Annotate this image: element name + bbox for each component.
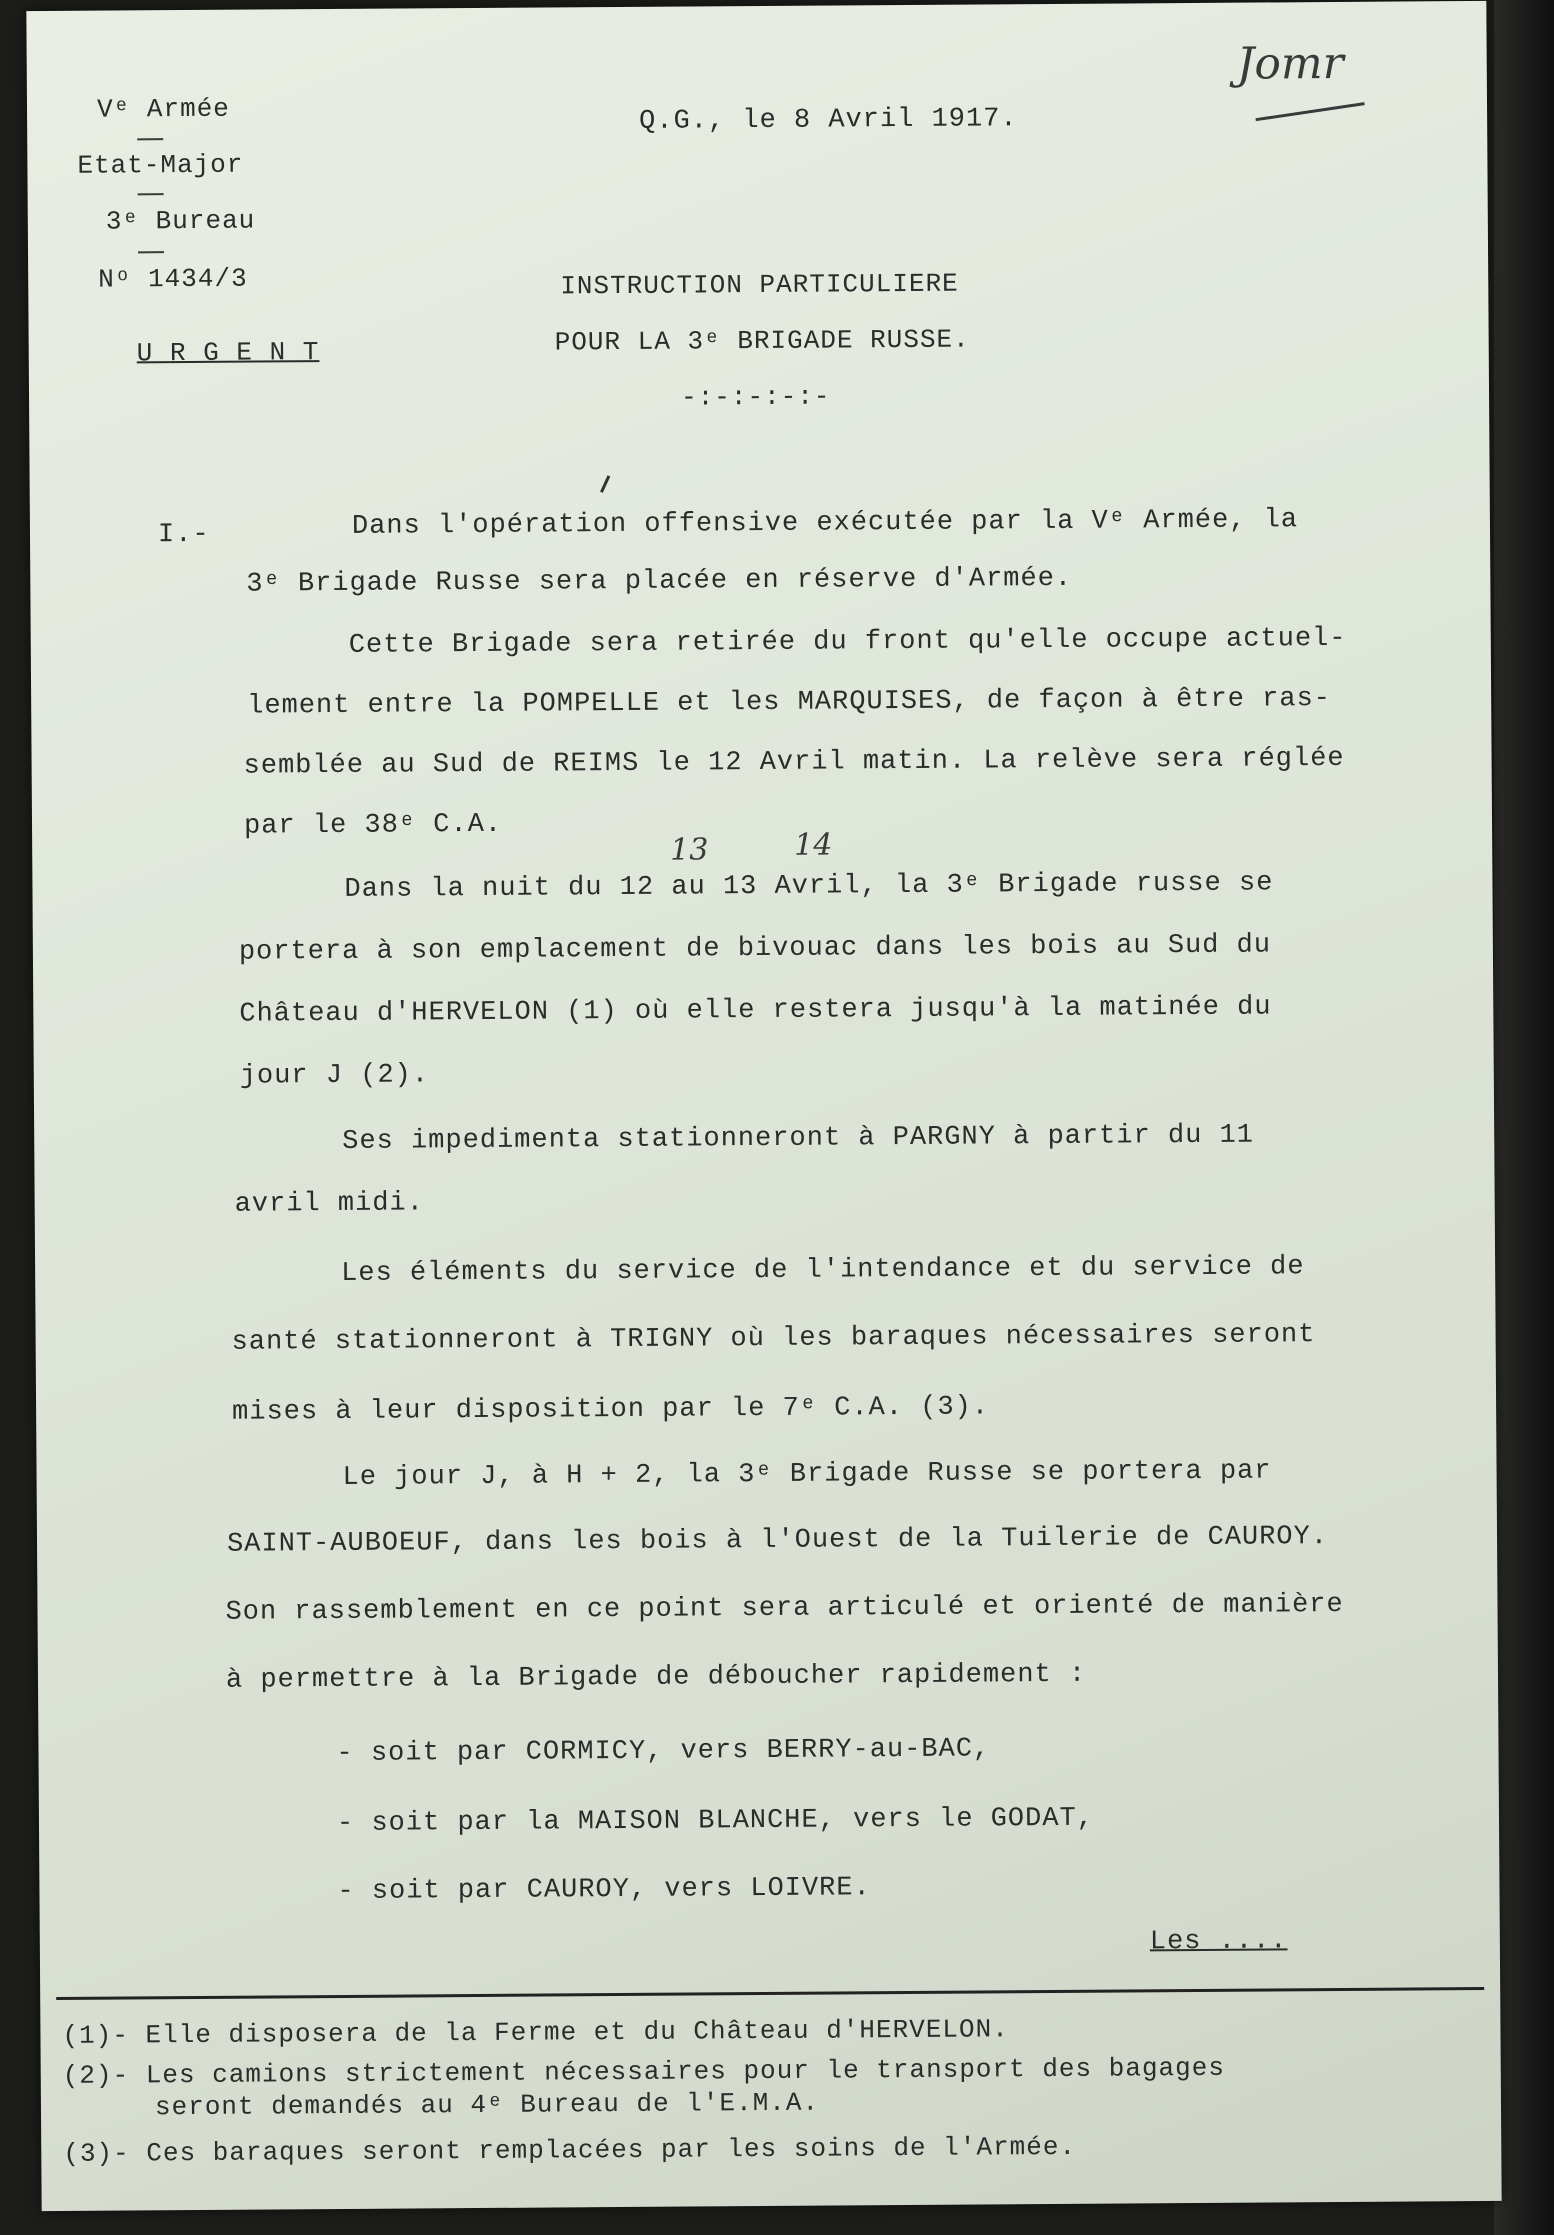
handwritten-correction-14: 14 xyxy=(794,827,833,863)
body-line: avril midi. xyxy=(234,1188,425,1220)
footnote-1: (1)- Elle disposera de la Ferme et du Château d'HERVELON. xyxy=(62,2014,1009,2051)
body-line: Les éléments du service de l'intendance et du service de xyxy=(341,1252,1305,1289)
footnote-3: (3)- Ces baraques seront remplacées par les soins de l'Armée. xyxy=(63,2131,1077,2169)
header-dash xyxy=(138,193,164,195)
body-line: par le 38ᵉ C.A. xyxy=(243,809,503,842)
body-line: Château d'HERVELON (1) où elle restera jusqu'à la matinée du xyxy=(239,992,1272,1030)
header-dash xyxy=(138,251,164,253)
body-line: Son rassemblement en ce point sera articulé et orienté de manière xyxy=(225,1589,1344,1628)
body-line: lement entre la POMPELLE et les MARQUISES, de façon à être ras- xyxy=(247,684,1332,722)
body-line: Dans la nuit du 12 au 13 Avril, la 3ᵉ Brigade russe se xyxy=(344,868,1274,905)
body-line: à permettre à la Brigade de déboucher rapidement : xyxy=(225,1659,1087,1696)
title-line-2: POUR LA 3ᵉ BRIGADE RUSSE. xyxy=(554,324,970,358)
body-line: portera à son emplacement de bivouac dans les bois au Sud du xyxy=(238,930,1272,968)
body-line: - soit par la MAISON BLANCHE, vers le GODAT, xyxy=(336,1803,1095,1839)
title-separator: -:-:-:-:- xyxy=(680,381,831,413)
body-line: Ses impedimenta stationneront à PARGNY à partir du 11 xyxy=(342,1120,1255,1157)
army-label: Vᵉ Armée xyxy=(96,93,230,125)
handwritten-correction-13: 13 xyxy=(670,832,709,868)
tick-mark xyxy=(600,475,610,493)
body-line: - soit par CAUROY, vers LOIVRE. xyxy=(337,1873,871,1907)
staff-label: Etat-Major xyxy=(77,149,244,181)
body-line: Dans l'opération offensive exécutée par la Vᵉ Armée, la xyxy=(351,505,1299,542)
footnote-rule xyxy=(56,1987,1484,2000)
body-line: 3ᵉ Brigade Russe sera placée en réserve d'Armée. xyxy=(246,563,1073,600)
footnote-2: (2)- Les camions strictement nécessaires pour le transport des bagages xyxy=(62,2052,1226,2091)
body-line: SAINT-AUBOEUF, dans les bois à l'Ouest de la Tuilerie de CAUROY. xyxy=(226,1522,1329,1560)
bureau-label: 3ᵉ Bureau xyxy=(105,205,256,237)
urgent-label: U R G E N T xyxy=(136,337,320,369)
body-line: jour J (2). xyxy=(239,1060,430,1092)
body-line: - soit par CORMICY, vers BERRY-au-BAC, xyxy=(336,1734,991,1769)
footnote-2-continued: seront demandés au 4ᵉ Bureau de l'E.M.A. xyxy=(154,2087,820,2123)
body-line: Le jour J, à H + 2, la 3ᵉ Brigade Russe se portera par xyxy=(342,1456,1272,1493)
continuation-catchword: Les .... xyxy=(1149,1926,1288,1958)
reference-number: Nᵒ 1434/3 xyxy=(98,263,248,295)
initials-underline xyxy=(1255,102,1364,121)
body-line: Cette Brigade sera retirée du front qu'elle occupe actuel- xyxy=(348,623,1347,661)
section-number: I.- xyxy=(157,519,210,551)
handwritten-initials: Jomr xyxy=(1236,37,1344,90)
title-line-1: INSTRUCTION PARTICULIERE xyxy=(560,268,959,302)
body-line: semblée au Sud de REIMS le 12 Avril matin. La relève sera réglée xyxy=(243,743,1345,782)
body-line: mises à leur disposition par le 7ᵉ C.A. (3). xyxy=(232,1392,990,1428)
body-line: santé stationneront à TRIGNY où les baraques nécessaires seront xyxy=(231,1320,1316,1358)
header-dash xyxy=(137,138,163,140)
place-date: Q.G., le 8 Avril 1917. xyxy=(639,104,1018,137)
document-page xyxy=(26,1,1501,2211)
dark-background xyxy=(1494,0,1554,2235)
